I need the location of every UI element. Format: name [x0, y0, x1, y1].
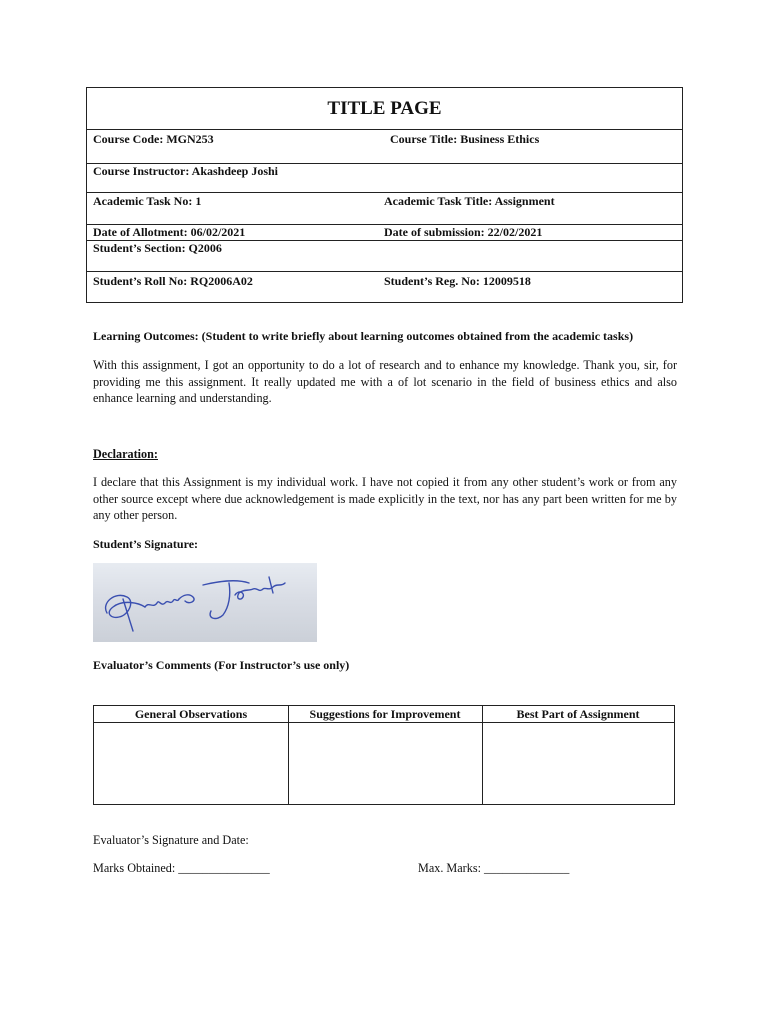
declaration-body: I declare that this Assignment is my individual work. I have not copied it from any other student’s work or from any other source except where due acknowledgement is made explicitly in the text, nor has any part been written for me by any other person.	[93, 475, 677, 522]
column-suggestions-for-improvement: Suggestions for Improvement	[309, 707, 461, 721]
signature-image	[93, 563, 317, 642]
evaluator-table	[93, 705, 675, 805]
column-general-observations: General Observations	[134, 707, 248, 721]
task-row	[87, 192, 682, 224]
course-code: Course Code: MGN253	[93, 132, 214, 146]
declaration-heading: Declaration:	[93, 447, 158, 461]
academic-task-no: Academic Task No: 1	[93, 194, 202, 208]
title-table	[86, 87, 683, 303]
learning-outcomes-body: With this assignment, I got an opportunity to do a lot of research and to enhance my knowledge. Thank you, sir, for providing me this assignment. It really updated me with a of lot scenario in the field of business ethics and also enhance learning and understanding.	[93, 358, 677, 405]
signature-scribble	[93, 563, 317, 642]
column-best-part-of-assignment: Best Part of Assignment	[516, 707, 640, 721]
evaluator-signature-and-date: Evaluator’s Signature and Date:	[93, 833, 249, 847]
course-title: Course Title: Business Ethics	[390, 132, 540, 146]
student-signature-label: Student’s Signature:	[93, 537, 199, 551]
roll-row	[87, 271, 682, 302]
learning-outcomes-heading: Learning Outcomes: (Student to write briefly about learning outcomes obtained from the academic tasks)	[93, 329, 634, 343]
page-title: TITLE PAGE	[327, 97, 442, 119]
evaluator-comments-heading: Evaluator’s Comments (For Instructor’s use only)	[93, 658, 350, 672]
student-section: Student’s Section: Q2006	[93, 241, 222, 255]
dates-row	[87, 224, 682, 240]
academic-task-title: Academic Task Title: Assignment	[384, 194, 555, 208]
column-divider	[288, 706, 289, 804]
instructor-row	[87, 163, 682, 192]
student-reg-no: Student’s Reg. No: 12009518	[384, 274, 531, 288]
marks-obtained: Marks Obtained: _______________	[93, 861, 270, 875]
column-divider	[482, 706, 483, 804]
title-row	[87, 88, 682, 129]
date-of-allotment: Date of Allotment: 06/02/2021	[93, 225, 246, 239]
course-instructor: Course Instructor: Akashdeep Joshi	[93, 164, 279, 178]
max-marks: Max. Marks: ______________	[418, 861, 570, 875]
student-roll-no: Student’s Roll No: RQ2006A02	[93, 274, 253, 288]
date-of-submission: Date of submission: 22/02/2021	[384, 225, 543, 239]
section-row	[87, 240, 682, 271]
course-row	[87, 129, 682, 163]
